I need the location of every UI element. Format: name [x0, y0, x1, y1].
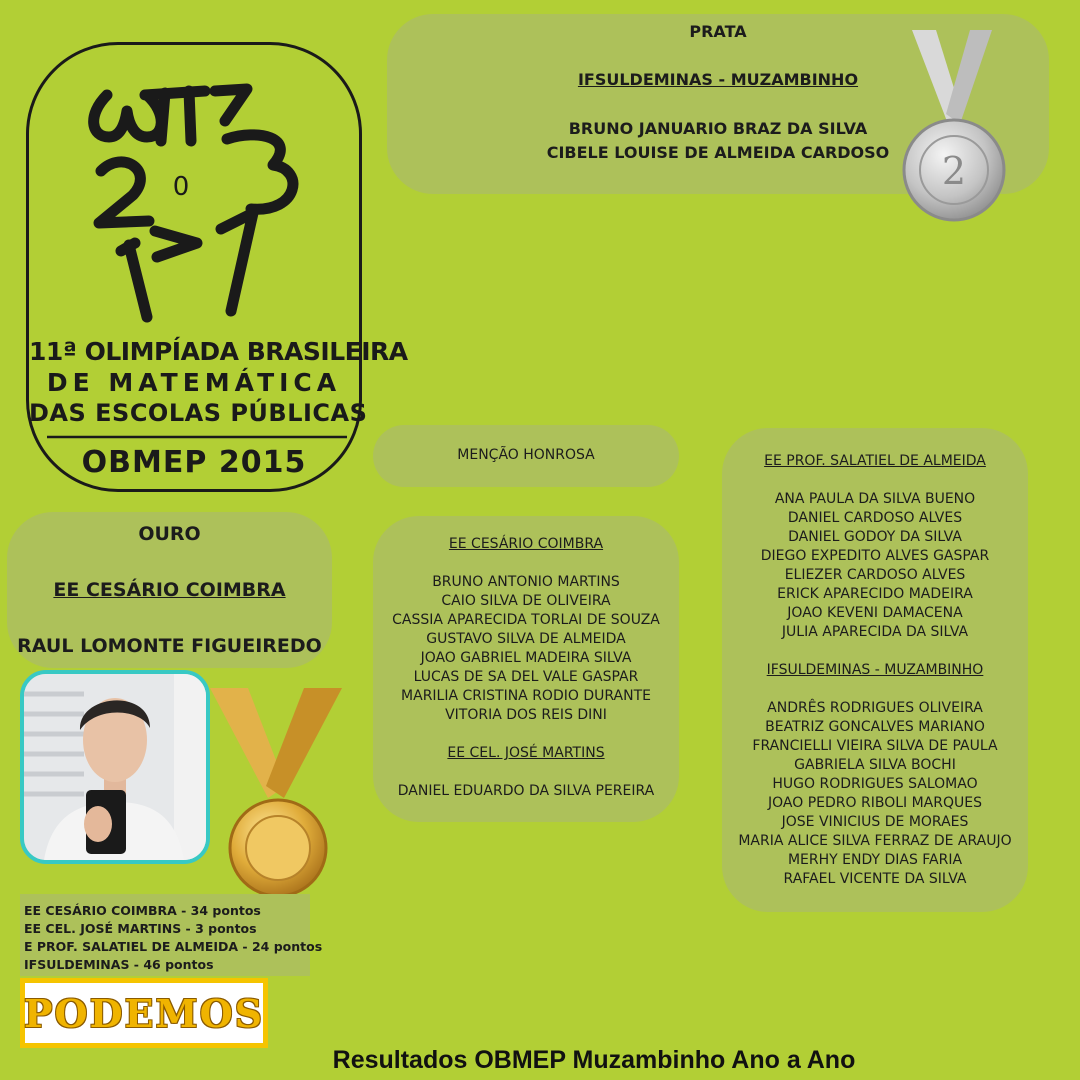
- student-name: ERICK APARECIDO MADEIRA: [777, 586, 973, 602]
- prata-student-1: BRUNO JANUARIO BRAZ DA SILVA: [568, 119, 868, 138]
- score-line: E PROF. SALATIEL DE ALMEIDA - 24 pontos: [24, 939, 323, 954]
- school-heading: IFSULDEMINAS - MUZAMBINHO: [766, 662, 984, 678]
- student-name: DANIEL GODOY DA SILVA: [788, 529, 962, 545]
- student-name: ELIEZER CARDOSO ALVES: [784, 567, 966, 583]
- footer-title: Resultados OBMEP Muzambinho Ano a Ano: [332, 1046, 856, 1074]
- student-name: JOAO PEDRO RIBOLI MARQUES: [768, 795, 982, 811]
- student-name: DANIEL CARDOSO ALVES: [787, 510, 963, 526]
- score-line: IFSULDEMINAS - 46 pontos: [24, 957, 214, 972]
- school-heading: EE CESÁRIO COIMBRA: [448, 536, 604, 552]
- svg-text:0: 0: [172, 172, 190, 202]
- prata-student-2: CIBELE LOUISE DE ALMEIDA CARDOSO: [546, 143, 890, 162]
- logo-line-3: DAS ESCOLAS PÚBLICAS: [29, 399, 368, 427]
- student-name: RAFAEL VICENTE DA SILVA: [783, 871, 967, 887]
- mencao-list-card-1: [373, 516, 679, 822]
- mencao-list-card-2: [722, 428, 1028, 912]
- mencao-honrosa-card: [373, 425, 679, 487]
- obmep-logo: [26, 42, 408, 492]
- student-name: DIEGO EXPEDITO ALVES GASPAR: [760, 548, 990, 564]
- ouro-card: [7, 512, 332, 668]
- podemos-text: PODEMOS: [23, 990, 265, 1036]
- ouro-school: EE CESÁRIO COIMBRA: [53, 579, 286, 601]
- silver-medal-number: 2: [941, 149, 967, 193]
- logo-line-1: 11ª OLIMPÍADA BRASILEIRA: [29, 337, 408, 366]
- logo-line-4: OBMEP 2015: [81, 445, 307, 480]
- mencao-heading: MENÇÃO HONROSA: [457, 447, 595, 463]
- prata-school: IFSULDEMINAS - MUZAMBINHO: [577, 70, 859, 89]
- student-name: MARILIA CRISTINA RODIO DURANTE: [401, 688, 651, 704]
- student-name: JOSE VINICIUS DE MORAES: [781, 814, 969, 830]
- student-name: GUSTAVO SILVA DE ALMEIDA: [426, 631, 626, 647]
- ouro-heading: OURO: [138, 523, 201, 545]
- student-name: JOAO KEVENI DAMACENA: [787, 605, 963, 621]
- prata-heading: PRATA: [689, 22, 747, 41]
- silver-medal-icon: [898, 28, 1010, 224]
- student-name: HUGO RODRIGUES SALOMAO: [772, 776, 978, 792]
- student-name: FRANCIELLI VIEIRA SILVA DE PAULA: [752, 738, 998, 754]
- student-name: MERHY ENDY DIAS FARIA: [787, 852, 963, 868]
- logo-line-2: DE MATEMÁTICA: [46, 368, 342, 397]
- scores-box: [20, 894, 323, 976]
- student-name: GABRIELA SILVA BOCHI: [794, 757, 956, 773]
- ouro-student: RAUL LOMONTE FIGUEIREDO: [17, 635, 322, 657]
- student-name: CAIO SILVA DE OLIVEIRA: [441, 593, 611, 609]
- student-name: ANA PAULA DA SILVA BUENO: [774, 491, 976, 507]
- student-name: LUCAS DE SA DEL VALE GASPAR: [413, 669, 639, 685]
- student-name: JOAO GABRIEL MADEIRA SILVA: [420, 650, 632, 666]
- school-heading: EE CEL. JOSÉ MARTINS: [447, 745, 605, 761]
- student-name: MARIA ALICE SILVA FERRAZ DE ARAUJO: [738, 833, 1012, 849]
- school-heading: EE PROF. SALATIEL DE ALMEIDA: [764, 453, 986, 469]
- student-name: JULIA APARECIDA DA SILVA: [781, 624, 969, 640]
- score-line: EE CEL. JOSÉ MARTINS - 3 pontos: [24, 921, 257, 936]
- student-name: BEATRIZ GONCALVES MARIANO: [765, 719, 985, 735]
- student-name: ANDRÊS RODRIGUES OLIVEIRA: [767, 700, 983, 716]
- math-symbols-graphic: [29, 45, 408, 495]
- score-line: EE CESÁRIO COIMBRA - 34 pontos: [24, 903, 261, 918]
- student-name: CASSIA APARECIDA TORLAI DE SOUZA: [392, 612, 660, 628]
- student-photo: [20, 670, 210, 864]
- student-name: BRUNO ANTONIO MARTINS: [432, 574, 620, 590]
- student-name: VITORIA DOS REIS DINI: [445, 707, 607, 723]
- student-name: DANIEL EDUARDO DA SILVA PEREIRA: [397, 783, 655, 799]
- podemos-logo: [20, 978, 268, 1048]
- gold-medal-icon: [208, 686, 344, 898]
